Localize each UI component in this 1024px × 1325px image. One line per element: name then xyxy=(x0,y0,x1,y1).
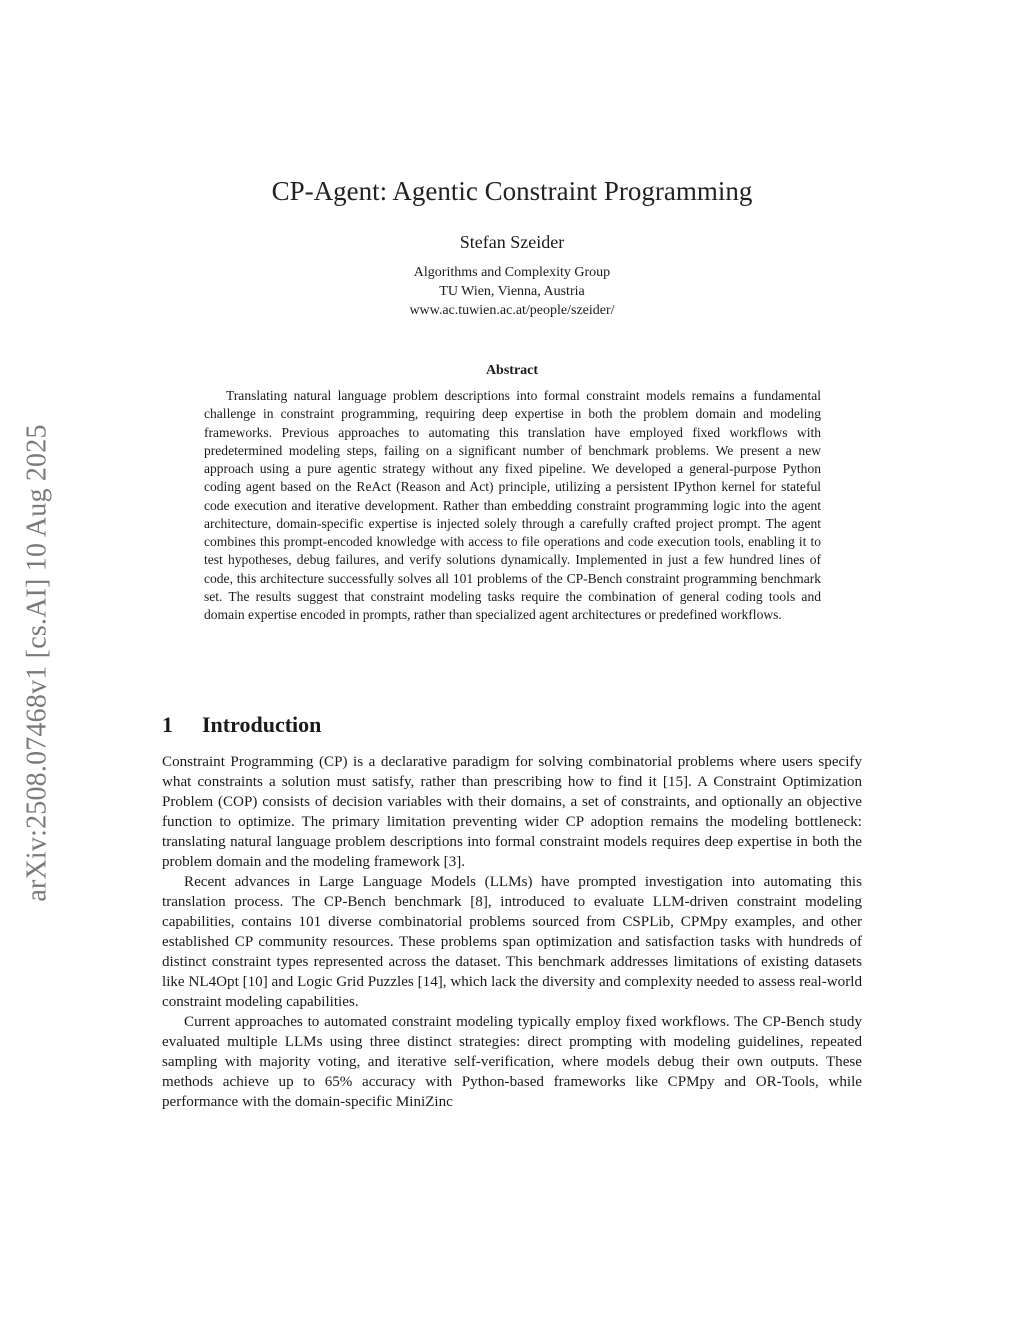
arxiv-identifier-stamp xyxy=(18,370,58,955)
abstract-text: Translating natural language problem descriptions into formal constraint models remains a fundamental challenge in constraint programming, requiring deep expertise in both the problem domain and modeling frameworks. Previous approaches to automating this translation have employed fixed workflows with predetermined modeling steps, failing on a significant number of benchmark problems. We present a new approach using a pure agentic strategy without any fixed pipeline. We developed a general-purpose Python coding agent based on the ReAct (Reason and Act) principle, utilizing a persistent IPython kernel for stateful code execution and iterative development. Rather than embedding constraint programming logic into the agent architecture, domain-specific expertise is injected solely through a carefully crafted project prompt. The agent combines this prompt-encoded knowledge with access to file operations and code execution tools, enabling it to test hypotheses, debug failures, and verify solutions dynamically. Implemented in just a few hundred lines of code, this architecture successfully solves all 101 problems of the CP-Bench constraint programming benchmark set. The results suggest that constraint modeling tasks require the combination of general coding tools and domain expertise encoded in prompts, rather than specialized agent architectures or predefined workflows. xyxy=(204,388,821,622)
body-paragraph: Constraint Programming (CP) is a declarative paradigm for solving combinatorial problems where users specify what constraints a solution must satisfy, rather than prescribing how to find it [15]. A Constraint Optimization Problem (COP) consists of decision variables with their domains, a set of constraints, and optionally an objective function to optimize. The primary limitation preventing wider CP adoption remains the modeling bottleneck: translating natural language problem descriptions into formal constraint models requires deep expertise in both the problem domain and the modeling framework [3]. xyxy=(162,754,862,870)
abstract-heading: Abstract xyxy=(485,363,539,378)
section-body xyxy=(162,752,862,1112)
paper-title: CP-Agent: Agentic Constraint Programming xyxy=(271,176,753,206)
arxiv-identifier-text: arXiv:2508.07468v1 [cs.AI] 10 Aug 2025 xyxy=(22,423,54,902)
section-number: 1 xyxy=(162,712,173,737)
section-title: Introduction xyxy=(202,712,322,737)
body-paragraph: Recent advances in Large Language Models (LLMs) have prompted investigation into automating this translation process. The CP-Bench benchmark [8], introduced to evaluate LLM-driven constraint modeling capabilities, contains 101 diverse combinatorial problems sourced from CSPLib, CPMpy examples, and other established CP community resources. These problems span optimization and satisfaction tasks with hundreds of distinct constraint types represented across the dataset. This benchmark addresses limitations of existing datasets like NL4Opt [10] and Logic Grid Puzzles [14], which lack the diversity and complexity needed to assess real-world constraint modeling capabilities. xyxy=(162,874,862,1010)
body-paragraph: Current approaches to automated constraint modeling typically employ fixed workflows. The CP-Bench study evaluated multiple LLMs using three distinct strategies: direct prompting with modeling guidelines, repeated sampling with majority voting, and iterative self-verification, where models debug their own outputs. These methods achieve up to 65% accuracy with Python-based frameworks like CPMpy and OR-Tools, while performance with the domain-specific MiniZinc xyxy=(162,1014,862,1110)
author-name: Stefan Szeider xyxy=(459,232,565,252)
affiliation-group: Algorithms and Complexity Group xyxy=(413,265,611,280)
section-heading xyxy=(162,710,321,740)
affiliation-institution: TU Wien, Vienna, Austria xyxy=(439,284,585,299)
affiliation-url: www.ac.tuwien.ac.at/people/szeider/ xyxy=(409,303,615,318)
affiliation-block xyxy=(162,263,862,320)
